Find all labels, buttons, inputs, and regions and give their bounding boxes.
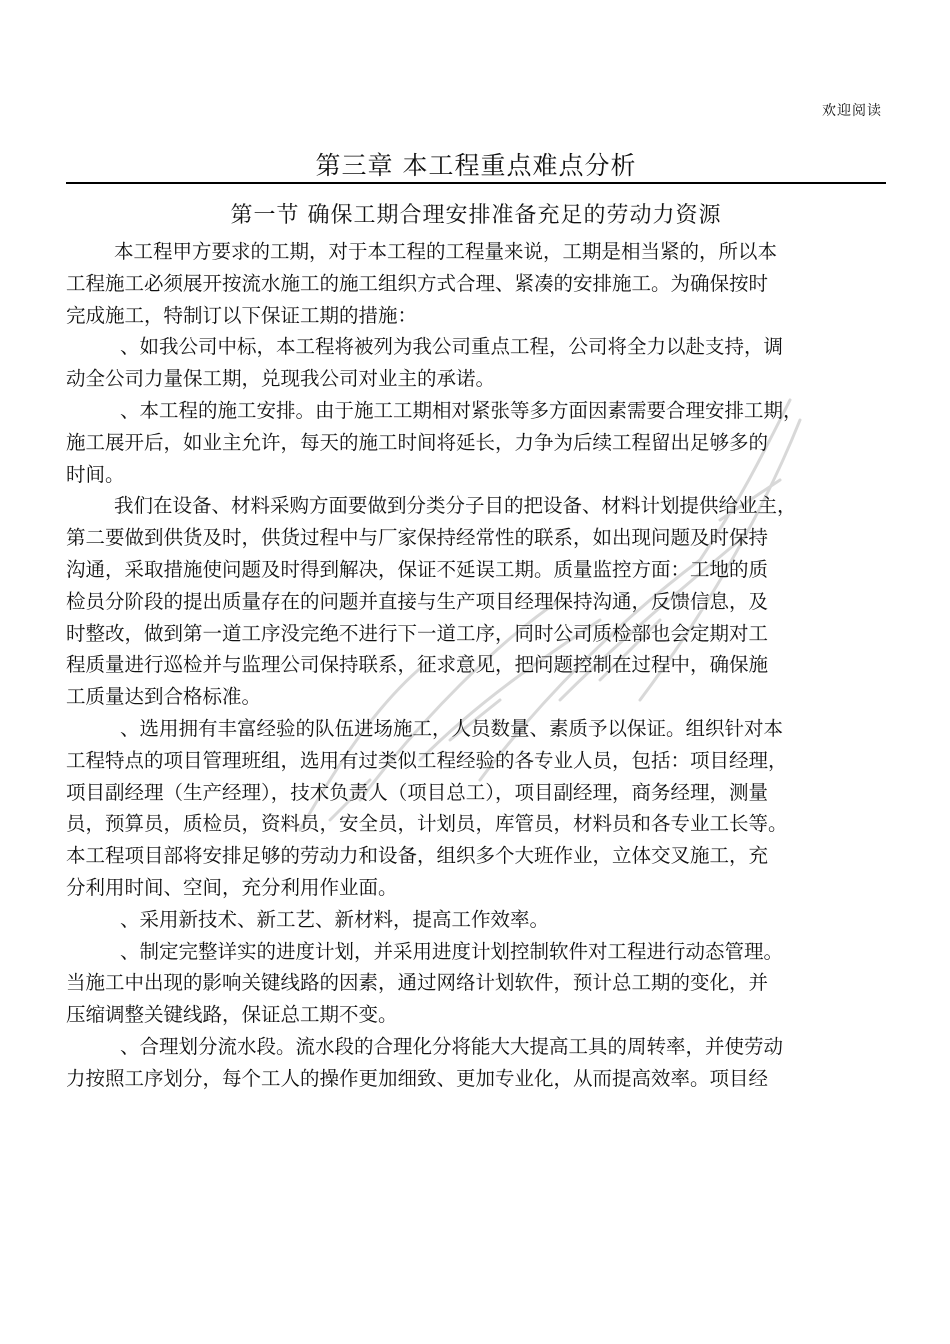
paragraph-line: 、制定完整详实的进度计划，并采用进度计划控制软件对工程进行动态管理。 — [120, 939, 784, 963]
paragraph-line: 施工展开后，如业主允许，每天的施工时间将延长，力争为后续工程留出足够多的 — [66, 430, 769, 454]
paragraph-line: 沟通，采取措施使问题及时得到解决，保证不延误工期。质量监控方面：工地的质 — [66, 557, 769, 581]
paragraph-line: 时整改，做到第一道工序没完绝不进行下一道工序，同时公司质检部也会定期对工 — [66, 621, 769, 645]
paragraph-line: 完成施工，特制订以下保证工期的措施： — [66, 303, 418, 327]
paragraph-line: 、采用新技术、新工艺、新材料，提高工作效率。 — [120, 907, 550, 931]
paragraph-line: 、本工程的施工安排。由于施工工期相对紧张等多方面因素需要合理安排工期， — [120, 398, 803, 422]
paragraph-line: 、选用拥有丰富经验的队伍进场施工，人员数量、素质予以保证。组织针对本 — [120, 716, 784, 740]
paragraph-line: 时间。 — [66, 462, 125, 486]
chapter-title: 第三章 本工程重点难点分析 — [315, 151, 637, 180]
body-paragraph — [66, 395, 886, 490]
body-paragraph — [66, 904, 886, 936]
body-paragraph — [66, 331, 886, 395]
paragraph-line: 项目副经理（生产经理），技术负责人（项目总工），项目副经理，商务经理，测量 — [66, 780, 769, 804]
paragraph-line: 本工程项目部将安排足够的劳动力和设备，组织多个大班作业，立体交叉施工，充 — [66, 844, 769, 868]
paragraph-line: 我们在设备、材料采购方面要做到分类分子目的把设备、材料计划提供给业主， — [114, 494, 797, 518]
paragraph-line: 程质量进行巡检并与监理公司保持联系，征求意见，把问题控制在过程中，确保施 — [66, 653, 769, 677]
body-paragraph — [66, 236, 886, 331]
body-paragraph — [66, 1031, 886, 1095]
paragraph-line: 、如我公司中标，本工程将被列为我公司重点工程，公司将全力以赴支持，调 — [120, 335, 784, 359]
document-body — [66, 236, 886, 1095]
paragraph-line: 检员分阶段的提出质量存在的问题并直接与生产项目经理保持沟通，反馈信息，及 — [66, 589, 769, 613]
body-paragraph — [66, 936, 886, 1031]
body-paragraph — [66, 490, 886, 713]
paragraph-line: 第二要做到供货及时，供货过程中与厂家保持经常性的联系，如出现问题及时保持 — [66, 526, 769, 550]
paragraph-line: 工质量达到合格标准。 — [66, 685, 262, 709]
paragraph-line: 力按照工序划分，每个工人的操作更加细致、更加专业化，从而提高效率。项目经 — [66, 1066, 769, 1090]
paragraph-line: 当施工中出现的影响关键线路的因素，通过网络计划软件，预计总工期的变化，并 — [66, 971, 769, 995]
title-divider — [66, 182, 886, 184]
body-paragraph — [66, 713, 886, 904]
paragraph-line: 工程施工必须展开按流水施工的施工组织方式合理、紧凑的安排施工。为确保按时 — [66, 271, 769, 295]
paragraph-line: 压缩调整关键线路，保证总工期不变。 — [66, 1003, 398, 1027]
paragraph-line: 员，预算员，质检员，资料员，安全员，计划员，库管员，材料员和各专业工长等。 — [66, 812, 788, 836]
paragraph-line: 动全公司力量保工期，兑现我公司对业主的承诺。 — [66, 367, 496, 391]
section-title: 第一节 确保工期合理安排准备充足的劳动力资源 — [230, 203, 722, 228]
header-note: 欢迎阅读 — [822, 103, 882, 119]
paragraph-line: 本工程甲方要求的工期，对于本工程的工程量来说，工期是相当紧的，所以本 — [114, 240, 778, 263]
paragraph-line: 工程特点的项目管理班组，选用有过类似工程经验的各专业人员，包括：项目经理， — [66, 748, 788, 772]
paragraph-line: 分利用时间、空间，充分利用作业面。 — [66, 875, 398, 899]
paragraph-line: 、合理划分流水段。流水段的合理化分将能大大提高工具的周转率，并使劳动 — [120, 1034, 784, 1058]
